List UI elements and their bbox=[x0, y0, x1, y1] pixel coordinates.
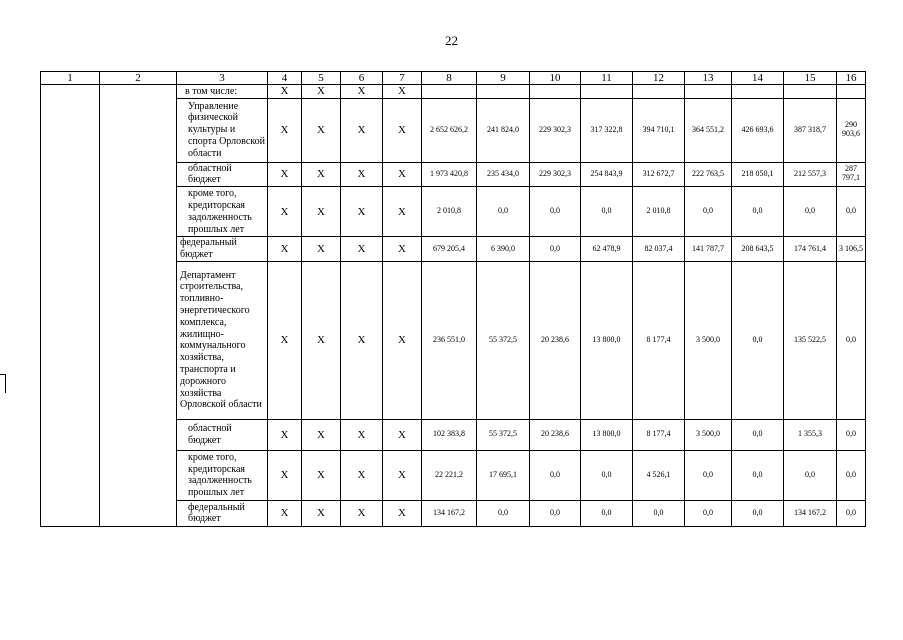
value-cell: 20 238,6 bbox=[530, 419, 581, 450]
margin-mark bbox=[0, 374, 6, 393]
value-cell: 135 522,5 bbox=[784, 261, 837, 419]
value-cell: 4 526,1 bbox=[633, 450, 685, 500]
value-cell: 0,0 bbox=[784, 450, 837, 500]
column-header: 2 bbox=[100, 72, 177, 85]
value-cell: 222 763,5 bbox=[685, 162, 732, 187]
mark-cell: X bbox=[268, 419, 302, 450]
mark-cell: X bbox=[302, 162, 341, 187]
value-cell: 0,0 bbox=[732, 261, 784, 419]
column-header: 5 bbox=[302, 72, 341, 85]
value-cell bbox=[784, 85, 837, 98]
mark-cell: X bbox=[268, 85, 302, 98]
value-cell: 2 010,8 bbox=[633, 187, 685, 237]
value-cell: 0,0 bbox=[837, 500, 866, 526]
row-name: кроме того, кредиторская задолженность прошлых лет bbox=[177, 187, 268, 237]
mark-cell: X bbox=[302, 237, 341, 262]
mark-cell: X bbox=[302, 187, 341, 237]
budget-table bbox=[40, 71, 866, 527]
value-cell: 254 843,9 bbox=[581, 162, 633, 187]
value-cell: 0,0 bbox=[685, 500, 732, 526]
value-cell: 20 238,6 bbox=[530, 261, 581, 419]
mark-cell: X bbox=[383, 98, 422, 162]
value-cell: 236 551,0 bbox=[422, 261, 477, 419]
value-cell: 8 177,4 bbox=[633, 419, 685, 450]
mark-cell: X bbox=[302, 261, 341, 419]
value-cell: 0,0 bbox=[732, 187, 784, 237]
column-header: 6 bbox=[341, 72, 383, 85]
mark-cell: X bbox=[341, 162, 383, 187]
value-cell: 141 787,7 bbox=[685, 237, 732, 262]
value-cell: 229 302,3 bbox=[530, 98, 581, 162]
value-cell: 1 973 420,8 bbox=[422, 162, 477, 187]
mark-cell: X bbox=[302, 85, 341, 98]
mark-cell: X bbox=[341, 450, 383, 500]
value-cell bbox=[477, 85, 530, 98]
mark-cell: X bbox=[383, 187, 422, 237]
value-cell: 134 167,2 bbox=[422, 500, 477, 526]
mark-cell: X bbox=[341, 237, 383, 262]
mark-cell: X bbox=[383, 162, 422, 187]
value-cell: 208 643,5 bbox=[732, 237, 784, 262]
mark-cell: X bbox=[268, 187, 302, 237]
column-header: 10 bbox=[530, 72, 581, 85]
column-header: 15 bbox=[784, 72, 837, 85]
value-cell bbox=[837, 85, 866, 98]
value-cell: 55 372,5 bbox=[477, 261, 530, 419]
value-cell: 0,0 bbox=[837, 261, 866, 419]
value-cell: 6 390,0 bbox=[477, 237, 530, 262]
value-cell: 134 167,2 bbox=[784, 500, 837, 526]
column-header: 11 bbox=[581, 72, 633, 85]
value-cell: 364 551,2 bbox=[685, 98, 732, 162]
value-cell bbox=[685, 85, 732, 98]
page-number: 22 bbox=[445, 33, 458, 48]
value-cell bbox=[530, 85, 581, 98]
column-header: 13 bbox=[685, 72, 732, 85]
value-cell: 426 693,6 bbox=[732, 98, 784, 162]
value-cell bbox=[422, 85, 477, 98]
column-header: 9 bbox=[477, 72, 530, 85]
value-cell: 2 652 626,2 bbox=[422, 98, 477, 162]
value-cell: 0,0 bbox=[633, 500, 685, 526]
value-cell: 0,0 bbox=[530, 237, 581, 262]
value-cell: 0,0 bbox=[685, 450, 732, 500]
value-cell: 0,0 bbox=[837, 187, 866, 237]
mark-cell: X bbox=[268, 261, 302, 419]
mark-cell: X bbox=[383, 261, 422, 419]
mark-cell: X bbox=[341, 98, 383, 162]
value-cell: 241 824,0 bbox=[477, 98, 530, 162]
mark-cell: X bbox=[302, 500, 341, 526]
value-cell: 2 010,8 bbox=[422, 187, 477, 237]
mark-cell: X bbox=[302, 98, 341, 162]
mark-cell: X bbox=[341, 85, 383, 98]
mark-cell: X bbox=[302, 419, 341, 450]
value-cell: 17 695,1 bbox=[477, 450, 530, 500]
mark-cell: X bbox=[383, 237, 422, 262]
value-cell: 0,0 bbox=[530, 500, 581, 526]
row-name: Департамент строительства, топливно-энергетического комплекса, жилищно-коммунального хозяйства, транспорта и дорожного хозяйства Орловской области bbox=[177, 261, 268, 419]
value-cell: 13 800,0 bbox=[581, 261, 633, 419]
value-cell: 102 383,8 bbox=[422, 419, 477, 450]
value-cell: 55 372,5 bbox=[477, 419, 530, 450]
column-number-row bbox=[41, 72, 866, 85]
value-cell bbox=[732, 85, 784, 98]
column-header: 4 bbox=[268, 72, 302, 85]
value-cell: 229 302,3 bbox=[530, 162, 581, 187]
value-cell: 387 318,7 bbox=[784, 98, 837, 162]
column-header: 14 bbox=[732, 72, 784, 85]
column-header: 12 bbox=[633, 72, 685, 85]
column-header: 16 bbox=[837, 72, 866, 85]
value-cell: 62 478,9 bbox=[581, 237, 633, 262]
value-cell: 0,0 bbox=[837, 450, 866, 500]
mark-cell: X bbox=[341, 187, 383, 237]
value-cell: 0,0 bbox=[581, 500, 633, 526]
value-cell: 394 710,1 bbox=[633, 98, 685, 162]
value-cell: 290 903,6 bbox=[837, 98, 866, 162]
value-cell: 218 050,1 bbox=[732, 162, 784, 187]
mark-cell: X bbox=[268, 237, 302, 262]
value-cell: 13 800,0 bbox=[581, 419, 633, 450]
mark-cell: X bbox=[268, 162, 302, 187]
value-cell: 0,0 bbox=[477, 500, 530, 526]
value-cell: 0,0 bbox=[530, 187, 581, 237]
value-cell: 3 500,0 bbox=[685, 419, 732, 450]
empty-cell bbox=[100, 85, 177, 527]
value-cell: 0,0 bbox=[837, 419, 866, 450]
value-cell: 235 434,0 bbox=[477, 162, 530, 187]
mark-cell: X bbox=[383, 419, 422, 450]
value-cell: 212 557,3 bbox=[784, 162, 837, 187]
value-cell: 22 221,2 bbox=[422, 450, 477, 500]
mark-cell: X bbox=[268, 98, 302, 162]
value-cell bbox=[581, 85, 633, 98]
column-header: 7 bbox=[383, 72, 422, 85]
value-cell: 312 672,7 bbox=[633, 162, 685, 187]
value-cell: 1 355,3 bbox=[784, 419, 837, 450]
value-cell: 0,0 bbox=[530, 450, 581, 500]
mark-cell: X bbox=[268, 450, 302, 500]
mark-cell: X bbox=[383, 450, 422, 500]
value-cell: 0,0 bbox=[732, 419, 784, 450]
value-cell: 3 500,0 bbox=[685, 261, 732, 419]
value-cell: 8 177,4 bbox=[633, 261, 685, 419]
value-cell: 0,0 bbox=[732, 500, 784, 526]
row-name: кроме того, кредиторская задолженность прошлых лет bbox=[177, 450, 268, 500]
value-cell: 0,0 bbox=[784, 187, 837, 237]
column-header: 8 bbox=[422, 72, 477, 85]
value-cell: 317 322,8 bbox=[581, 98, 633, 162]
mark-cell: X bbox=[341, 261, 383, 419]
mark-cell: X bbox=[268, 500, 302, 526]
value-cell: 0,0 bbox=[685, 187, 732, 237]
empty-cell bbox=[41, 85, 100, 527]
row-name: областной бюджет bbox=[177, 162, 268, 187]
row-name: федеральный бюджет bbox=[177, 500, 268, 526]
mark-cell: X bbox=[383, 500, 422, 526]
value-cell: 0,0 bbox=[581, 187, 633, 237]
row-name: федеральный бюджет bbox=[177, 237, 268, 262]
value-cell bbox=[633, 85, 685, 98]
value-cell: 3 106,5 bbox=[837, 237, 866, 262]
value-cell: 0,0 bbox=[581, 450, 633, 500]
row-name: областной бюджет bbox=[177, 419, 268, 450]
table-row bbox=[41, 85, 866, 98]
mark-cell: X bbox=[383, 85, 422, 98]
mark-cell: X bbox=[341, 500, 383, 526]
row-name: в том числе: bbox=[177, 85, 268, 98]
mark-cell: X bbox=[341, 419, 383, 450]
column-header: 1 bbox=[41, 72, 100, 85]
column-header: 3 bbox=[177, 72, 268, 85]
value-cell: 0,0 bbox=[732, 450, 784, 500]
row-name: Управление физической культуры и спорта Орловской области bbox=[177, 98, 268, 162]
value-cell: 82 037,4 bbox=[633, 237, 685, 262]
value-cell: 287 797,1 bbox=[837, 162, 866, 187]
value-cell: 0,0 bbox=[477, 187, 530, 237]
value-cell: 679 205,4 bbox=[422, 237, 477, 262]
mark-cell: X bbox=[302, 450, 341, 500]
value-cell: 174 761,4 bbox=[784, 237, 837, 262]
